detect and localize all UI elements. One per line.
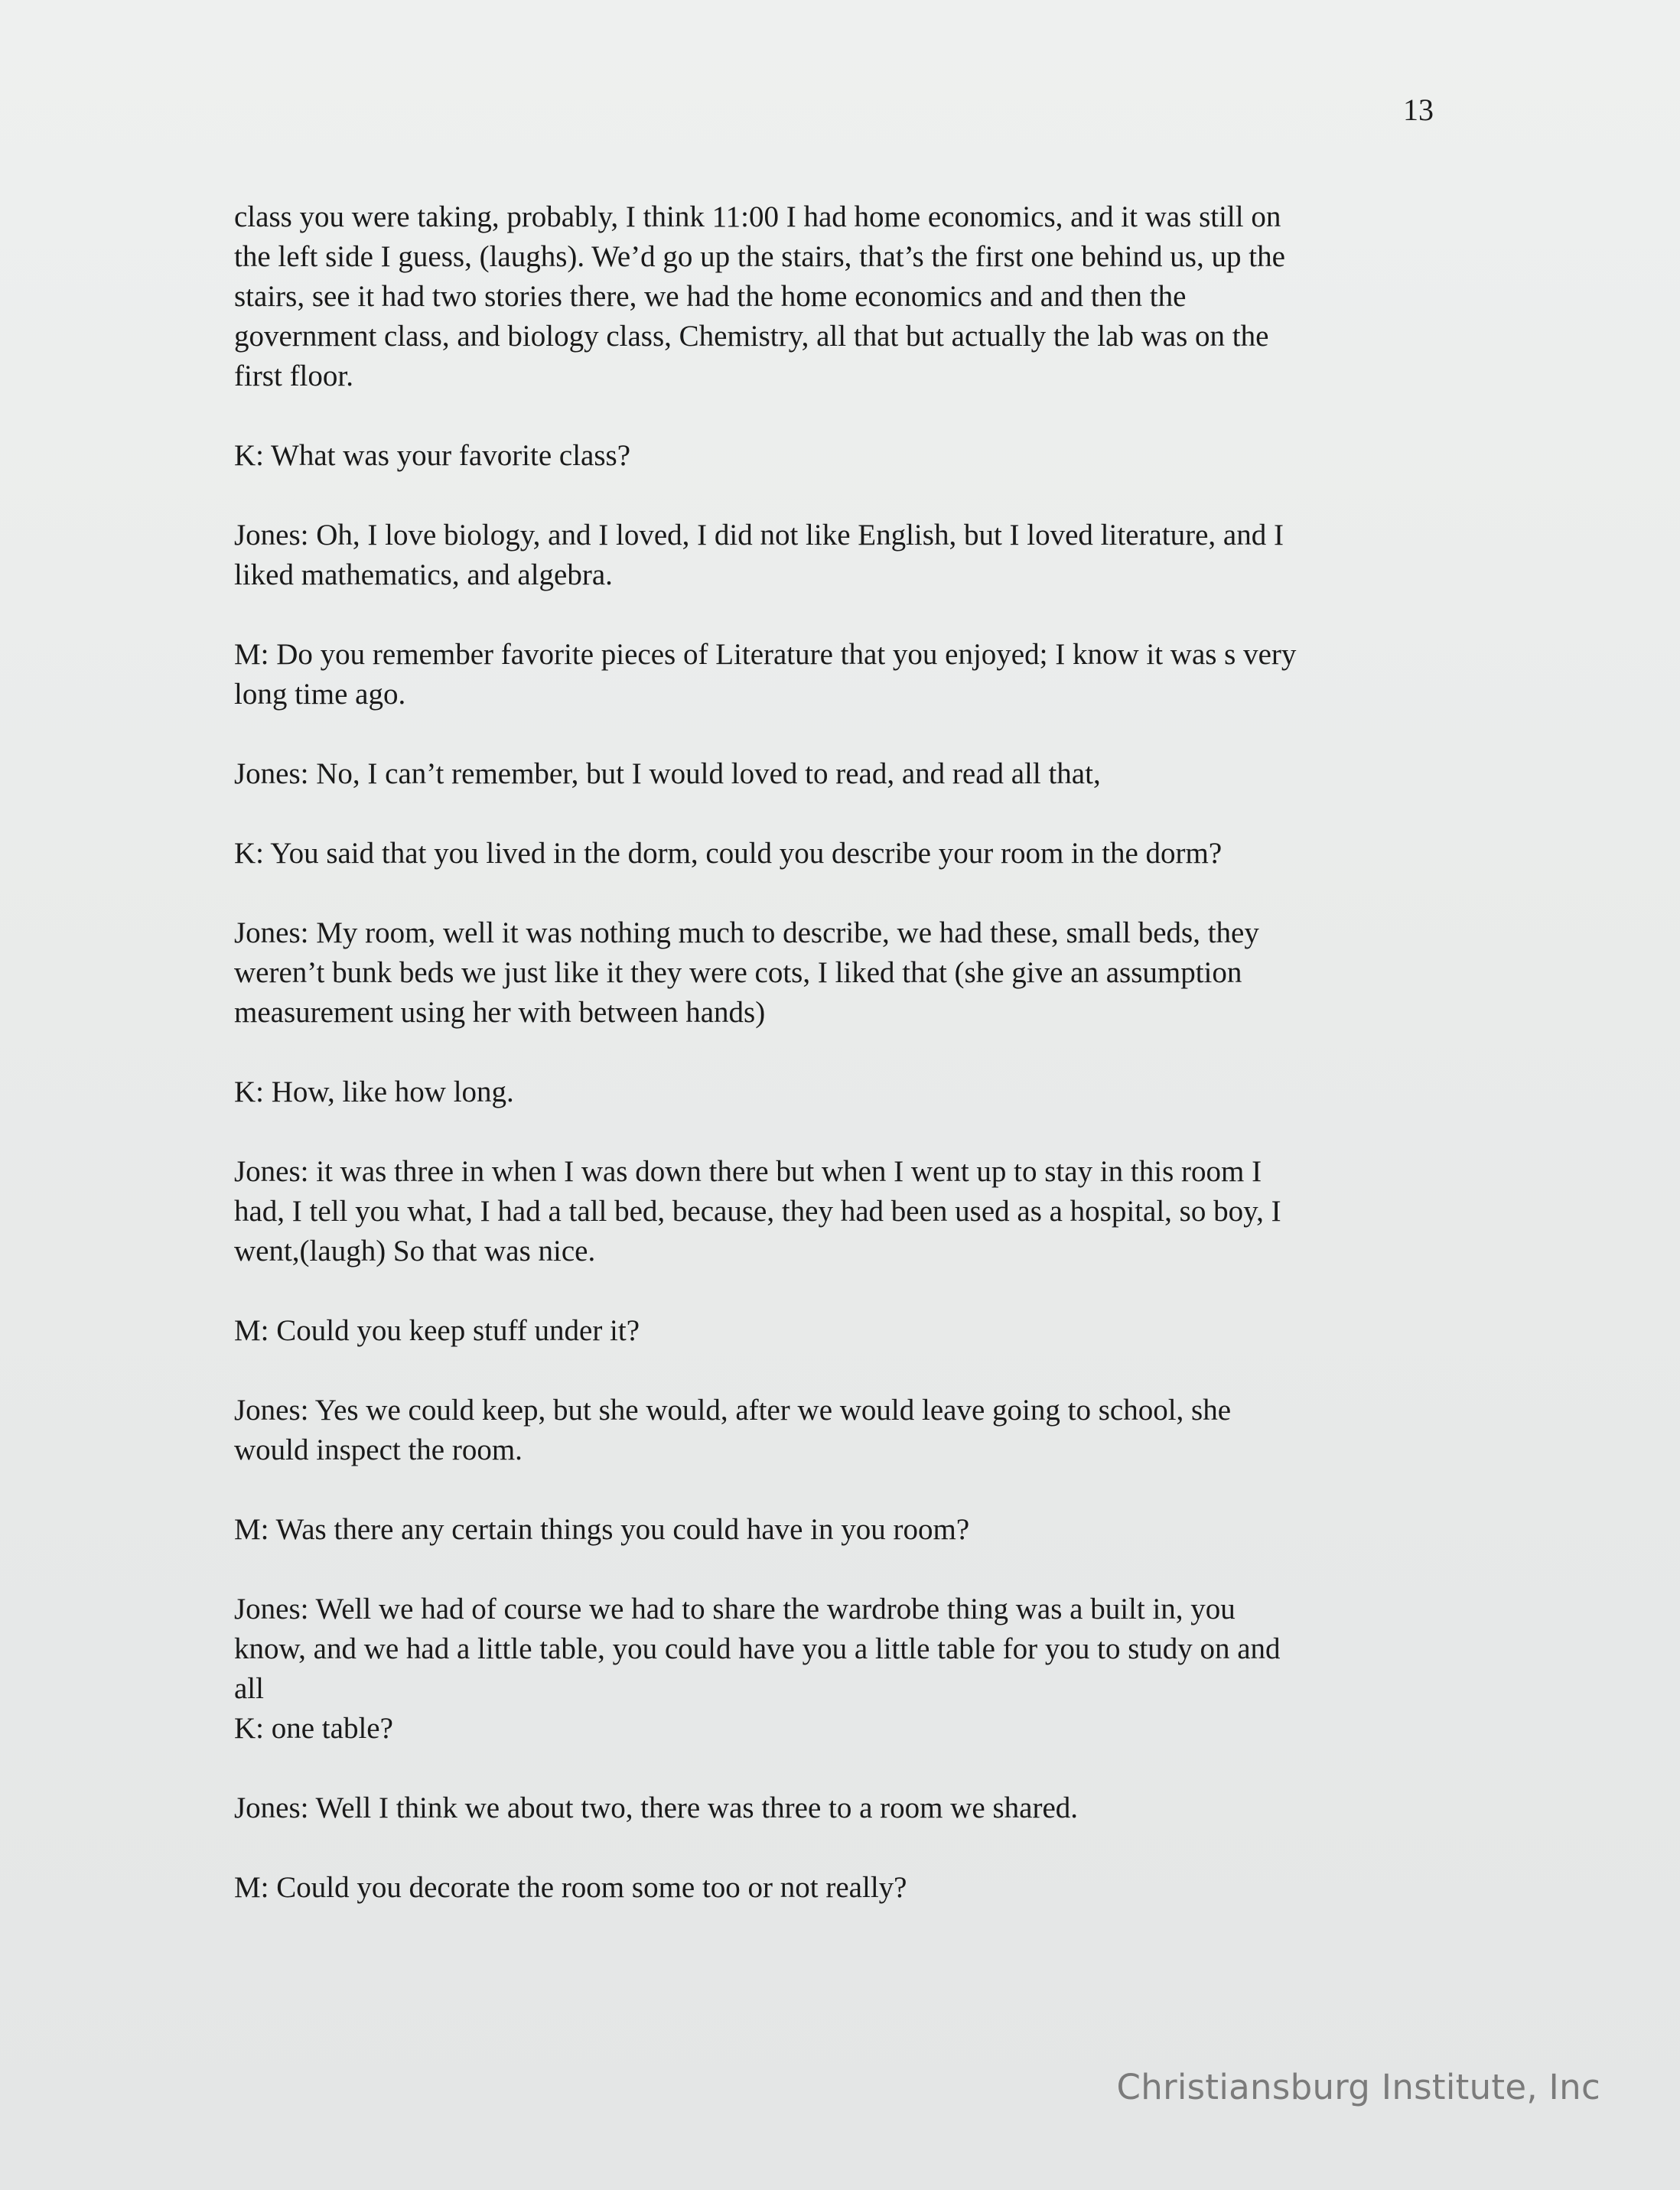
page-number: 13: [1403, 93, 1434, 127]
transcript-paragraph: Jones: it was three in when I was down there but when I went up to stay in this room I had, I tell you what, I had a tall bed, because, they had been used as a hospital, so boy, I went,(laugh) So that was nice.: [234, 1155, 1281, 1267]
transcript-paragraph: K: You said that you lived in the dorm, could you describe your room in the dorm?: [234, 837, 1223, 870]
transcript-paragraph: Jones: Oh, I love biology, and I loved, I did not like English, but I loved literature, and I liked mathematics, and algebra.: [234, 519, 1284, 591]
transcript-paragraph: Jones: Yes we could keep, but she would, after we would leave going to school, she would inspect the room.: [234, 1394, 1232, 1466]
transcript-paragraph: Jones: No, I can’t remember, but I would loved to read, and read all that,: [234, 757, 1101, 790]
transcript-paragraph: Jones: Well I think we about two, there was three to a room we shared.: [234, 1791, 1079, 1824]
transcript-paragraph: K: What was your favorite class?: [234, 439, 631, 472]
transcript-paragraph: Jones: My room, well it was nothing much to describe, we had these, small beds, they weren’t bunk beds we just like it they were cots, I liked that (she give an assumption measurement using her with between hands): [234, 916, 1259, 1029]
transcript-paragraph: K: one table?: [234, 1712, 393, 1745]
transcript-paragraph: M: Was there any certain things you could have in you room?: [234, 1513, 970, 1546]
transcript-paragraph: class you were taking, probably, I think 11:00 I had home economics, and it was still on the left side I guess, (laughs). We’d go up the stairs, that’s the first one behind us, up the stairs, see it had two stories there, we had the home economics and and then the government class, and biology class, Chemistry, all that but actually the lab was on the first floor.: [234, 200, 1285, 392]
transcript-paragraph: K: How, like how long.: [234, 1075, 514, 1108]
transcript-paragraph: Jones: Well we had of course we had to share the wardrobe thing was a built in, you know, and we had a little table, you could have you a little table for you to study on and all: [234, 1593, 1281, 1705]
institution-watermark: Christiansburg Institute, Inc: [1116, 2067, 1600, 2107]
transcript-paragraph: M: Could you keep stuff under it?: [234, 1314, 640, 1347]
transcript-paragraph: M: Could you decorate the room some too or not really?: [234, 1871, 907, 1904]
transcript-body: [234, 197, 1443, 1948]
transcript-paragraph: M: Do you remember favorite pieces of Literature that you enjoyed; I know it was s very long time ago.: [234, 638, 1297, 711]
